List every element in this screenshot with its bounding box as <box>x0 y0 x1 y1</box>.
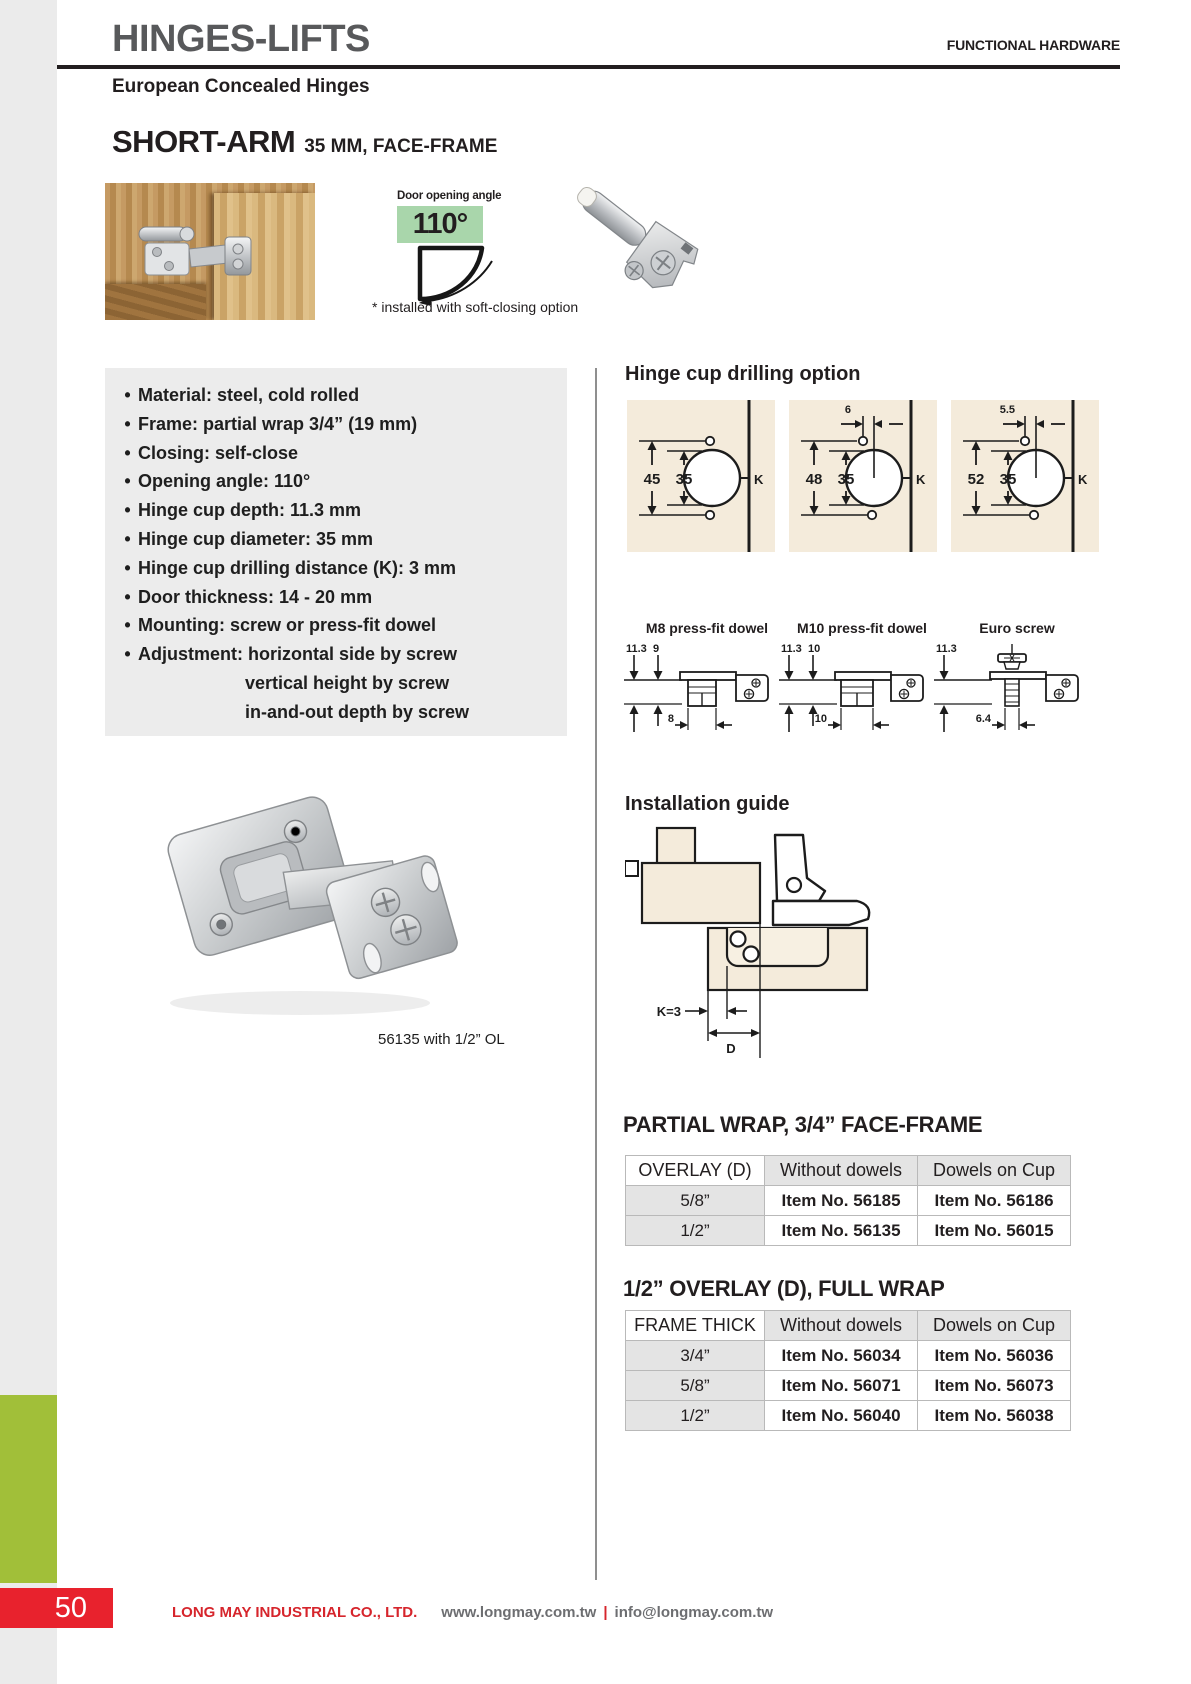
full-wrap-table <box>625 1310 1071 1431</box>
installation-diagram <box>625 823 915 1063</box>
euro-screw-title: Euro screw <box>979 620 1055 636</box>
frame-thick-value: 1/2” <box>626 1401 765 1431</box>
dim-35: 35 <box>837 471 855 488</box>
category-title: European Concealed Hinges <box>112 76 370 97</box>
spec-item: • Mounting: screw or press-fit dowel <box>117 611 567 640</box>
header-dowels-on-cup: Dowels on Cup <box>918 1311 1071 1341</box>
item-number: Item No. 56073 <box>918 1371 1071 1401</box>
spec-item-continuation: vertical height by screw <box>245 672 450 693</box>
m8-dowel-diagram <box>622 642 772 742</box>
header-frame-thick: FRAME THICK <box>626 1311 765 1341</box>
item-number: Item No. 56015 <box>918 1216 1071 1246</box>
dim-10: 10 <box>808 643 821 655</box>
item-number: Item No. 56036 <box>918 1341 1071 1371</box>
bullet: • <box>124 385 131 405</box>
dim-k3: K=3 <box>656 1004 681 1019</box>
page-title: HINGES-LIFTS <box>112 18 370 60</box>
dim-35: 35 <box>999 471 1017 488</box>
spec-item: • Hinge cup depth: 11.3 mm <box>117 496 567 525</box>
footer-separator: | <box>603 1604 608 1621</box>
dim-11.3: 11.3 <box>936 643 957 655</box>
photo-caption: 56135 with 1/2” OL <box>378 1031 505 1048</box>
dim-6.4: 6.4 <box>975 713 991 725</box>
section-label: FUNCTIONAL HARDWARE <box>946 37 1120 53</box>
bullet: • <box>124 644 131 665</box>
table-row <box>626 1186 1071 1216</box>
bullet: • <box>124 586 131 607</box>
overlay-value: 5/8” <box>626 1186 765 1216</box>
dim-k: K <box>754 472 764 487</box>
dim-d: D <box>726 1041 736 1056</box>
page-number-badge: 50 <box>0 1588 113 1628</box>
bullet: • <box>124 442 131 463</box>
company-name: LONG MAY INDUSTRIAL CO., LTD. <box>172 1604 418 1621</box>
full-wrap-table-title: 1/2” OVERLAY (D), FULL WRAP <box>623 1276 945 1301</box>
specifications-box <box>105 368 567 736</box>
dim-11.3: 11.3 <box>781 643 802 655</box>
header-dowels-on-cup: Dowels on Cup <box>918 1156 1071 1186</box>
frame-thick-value: 5/8” <box>626 1371 765 1401</box>
dim-11.3: 11.3 <box>626 643 647 655</box>
spec-item-continuation: in-and-out depth by screw <box>245 701 470 722</box>
spec-item: • Hinge cup drilling distance (K): 3 mm <box>117 554 567 583</box>
table-row <box>626 1401 1071 1431</box>
table-row <box>626 1371 1071 1401</box>
table-row <box>626 1216 1071 1246</box>
dim-10: 10 <box>814 713 827 725</box>
table-header-row <box>626 1311 1071 1341</box>
drilling-diagram-45 <box>627 400 775 552</box>
item-number: Item No. 56040 <box>765 1401 918 1431</box>
spec-item: • Material: steel, cold rolled <box>117 381 567 410</box>
email-link[interactable]: info@longmay.com.tw <box>614 1604 774 1621</box>
footer <box>172 1604 773 1621</box>
item-number: Item No. 56071 <box>765 1371 918 1401</box>
dim-48: 48 <box>805 471 823 488</box>
installation-guide-heading: Installation guide <box>625 793 790 815</box>
website-link[interactable]: www.longmay.com.tw <box>441 1604 597 1621</box>
table-row <box>626 1341 1071 1371</box>
m10-dowel-diagram <box>777 642 927 742</box>
door-swing-icon <box>402 243 502 305</box>
item-number: Item No. 56034 <box>765 1341 918 1371</box>
product-subtitle: 35 MM, FACE-FRAME <box>304 136 498 157</box>
dim-9: 9 <box>653 643 660 655</box>
dim-8: 8 <box>667 713 674 725</box>
frame-thick-value: 3/4” <box>626 1341 765 1371</box>
item-number: Item No. 56038 <box>918 1401 1071 1431</box>
column-divider <box>595 368 597 1580</box>
dim-k: K <box>1078 472 1088 487</box>
opening-angle-badge: 110° <box>397 206 483 243</box>
dim-35: 35 <box>675 471 693 488</box>
item-number: Item No. 56186 <box>918 1186 1071 1216</box>
spec-item: • Adjustment: horizontal side by screw <box>117 640 567 669</box>
drilling-option-heading: Hinge cup drilling option <box>625 363 861 385</box>
spec-item: • Hinge cup diameter: 35 mm <box>117 525 567 554</box>
partial-wrap-table <box>625 1155 1071 1246</box>
door-opening-angle-label: Door opening angle <box>397 190 502 202</box>
header-rule <box>57 65 1120 69</box>
hinge-installed-photo <box>105 183 315 320</box>
hinge-photo-detail <box>133 219 259 291</box>
dim-6: 6 <box>844 404 851 416</box>
bullet: • <box>124 557 131 578</box>
dim-52: 52 <box>967 471 985 488</box>
product-name: SHORT-ARM <box>112 124 296 159</box>
bullet: • <box>124 500 131 521</box>
spec-item: • Opening angle: 110° <box>117 467 567 496</box>
product-title-row <box>112 124 497 160</box>
bullet: • <box>124 471 131 492</box>
header-without-dowels: Without dowels <box>765 1311 918 1341</box>
table-header-row <box>626 1156 1071 1186</box>
m8-dowel-title: M8 press-fit dowel <box>645 620 769 636</box>
partial-wrap-table-title: PARTIAL WRAP, 3/4” FACE-FRAME <box>623 1112 983 1137</box>
euro-screw-diagram <box>932 642 1082 742</box>
header-without-dowels: Without dowels <box>765 1156 918 1186</box>
soft-close-component-photo <box>560 182 710 292</box>
m10-dowel-title: M10 press-fit dowel <box>797 620 927 636</box>
soft-closing-footnote: * installed with soft-closing option <box>372 299 579 315</box>
spec-item: • Closing: self-close <box>117 439 567 468</box>
item-number: Item No. 56185 <box>765 1186 918 1216</box>
dim-k: K <box>916 472 926 487</box>
green-section-bar <box>0 1395 57 1583</box>
item-number: Item No. 56135 <box>765 1216 918 1246</box>
bullet: • <box>124 615 131 636</box>
overlay-value: 1/2” <box>626 1216 765 1246</box>
dim-5.5: 5.5 <box>999 404 1015 416</box>
drilling-diagram-52 <box>951 400 1099 552</box>
bullet: • <box>124 528 131 549</box>
spec-item: • Door thickness: 14 - 20 mm <box>117 583 567 612</box>
hinge-product-photo <box>130 765 460 1025</box>
spec-item: • Frame: partial wrap 3/4” (19 mm) <box>117 410 567 439</box>
header-overlay: OVERLAY (D) <box>626 1156 765 1186</box>
dim-45: 45 <box>643 471 661 488</box>
bullet: • <box>124 413 131 434</box>
drilling-diagram-48 <box>789 400 937 552</box>
